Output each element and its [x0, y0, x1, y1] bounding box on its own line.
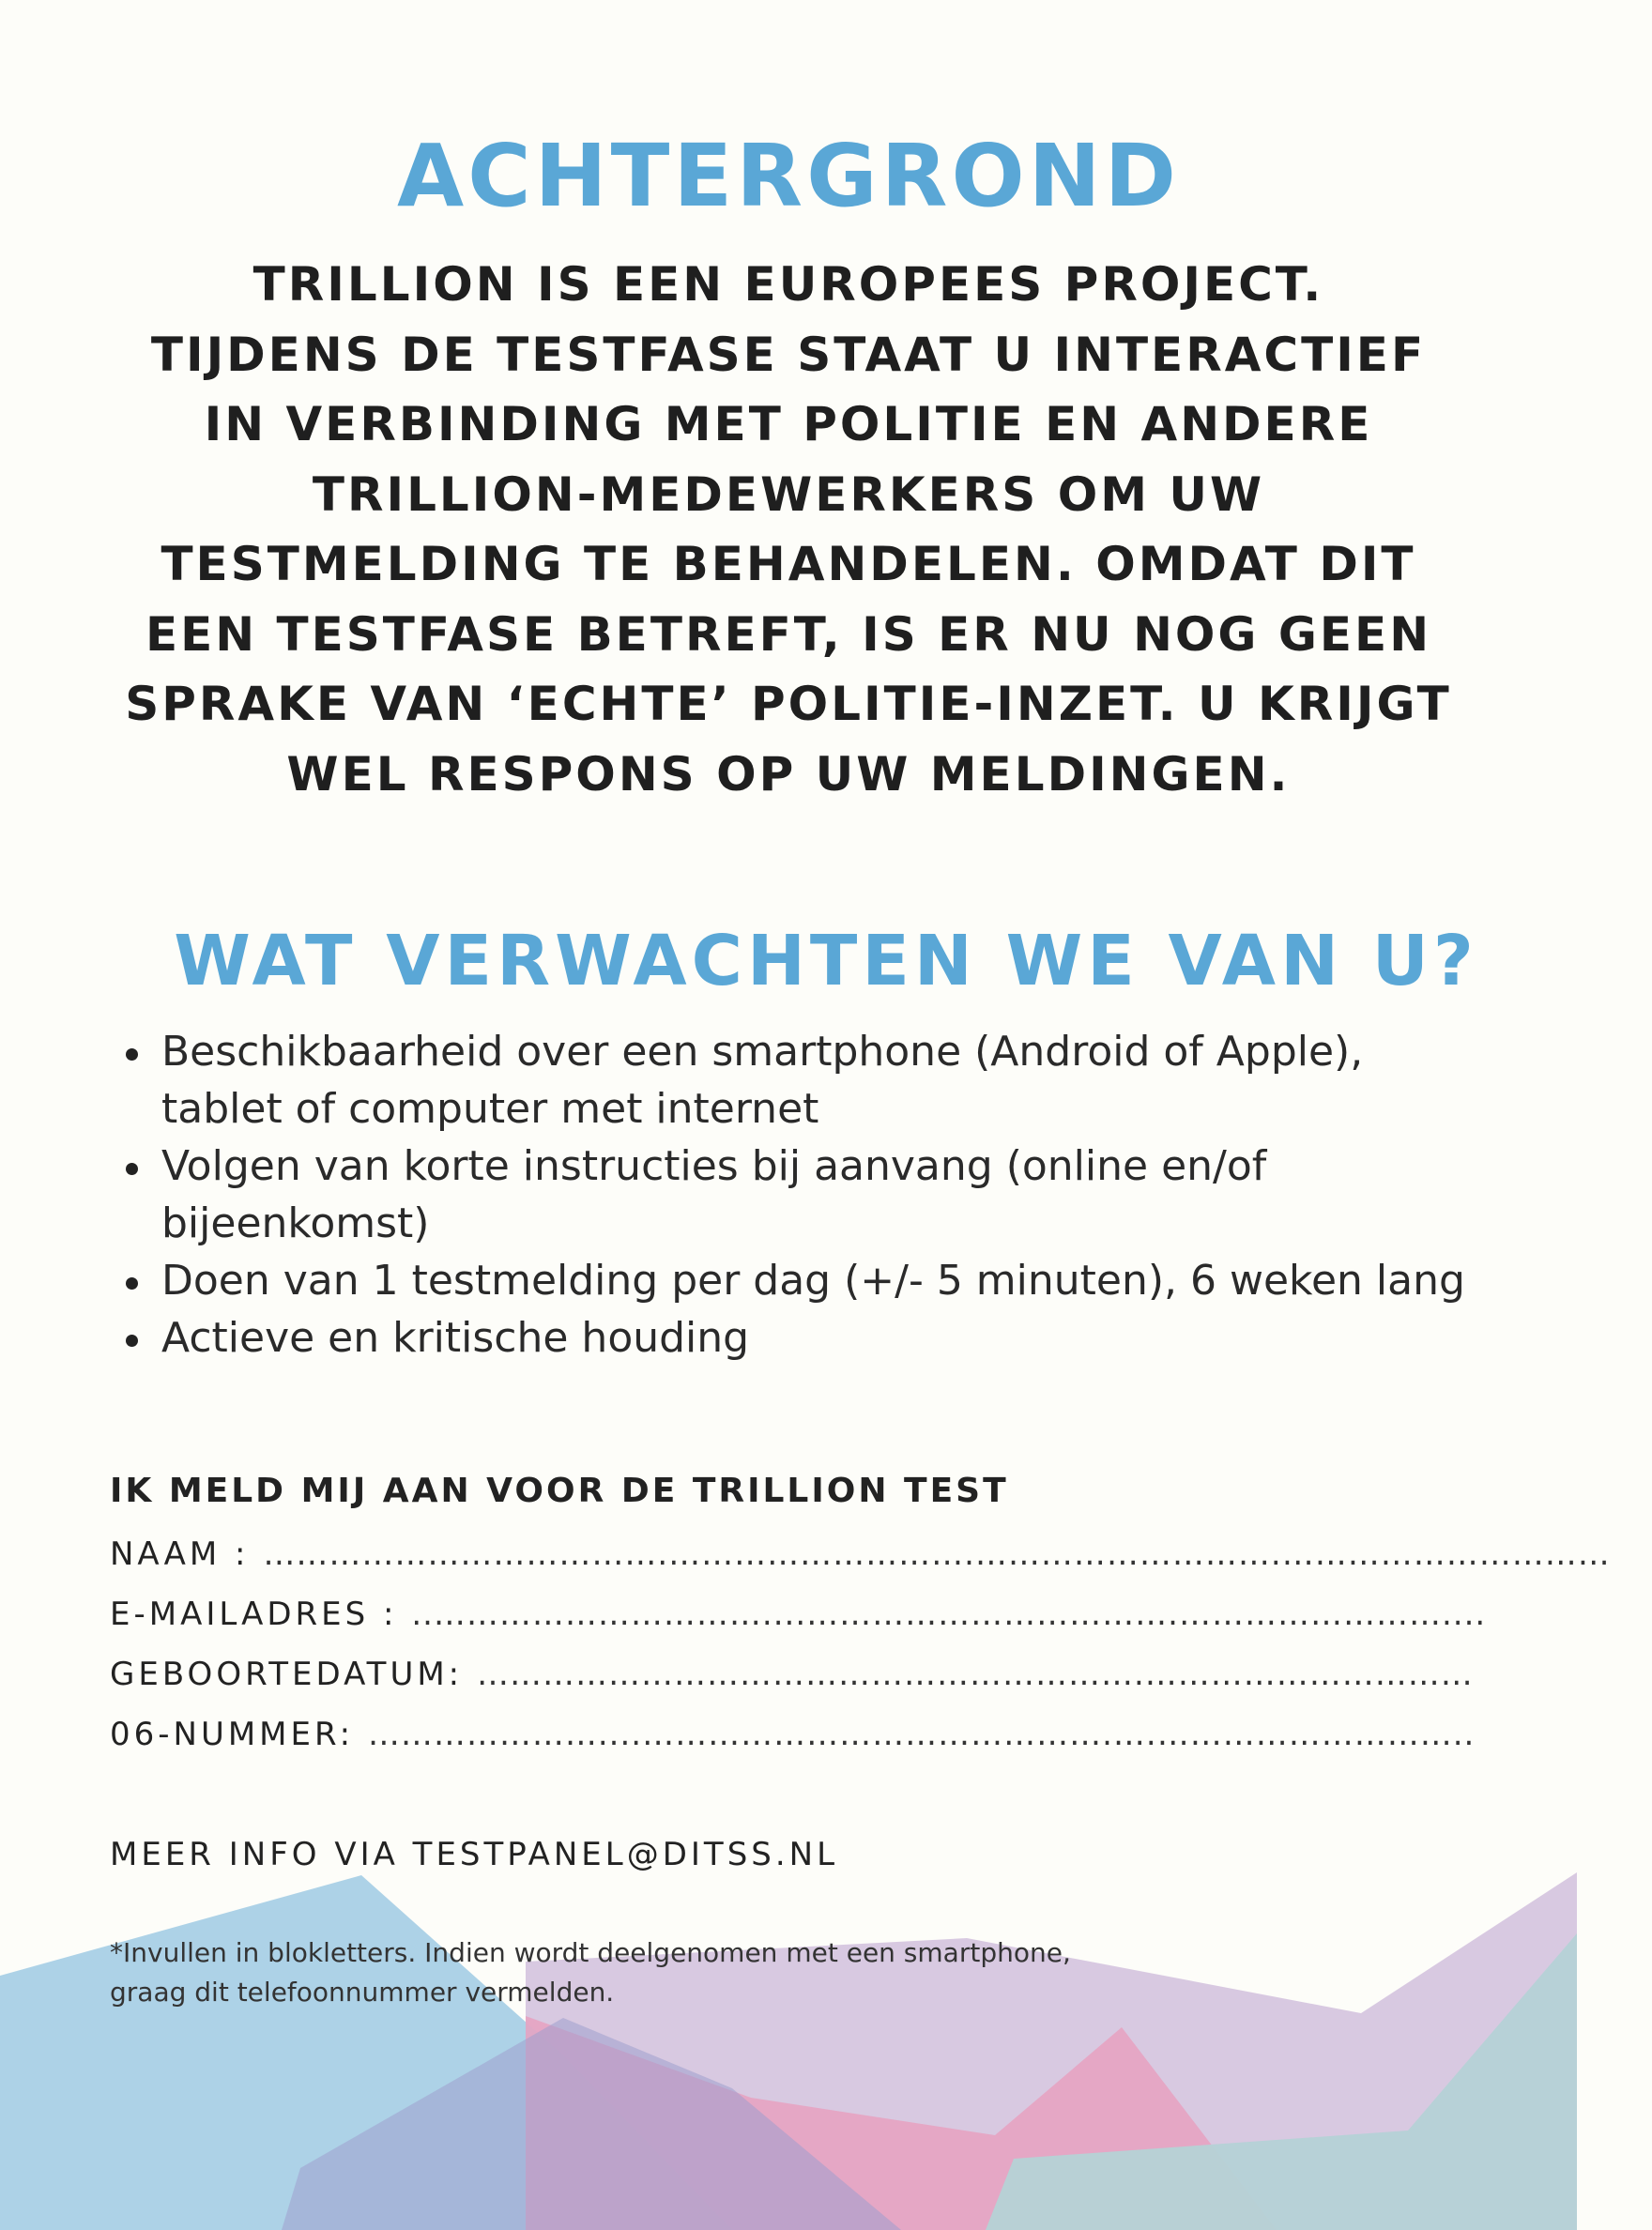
intro-line: IN VERBINDING MET POLITIE EN ANDERE [204, 397, 1373, 451]
intro-line: WEL RESPONS OP UW MELDINGEN. [286, 746, 1291, 802]
fill-in-dots[interactable]: ……………………………….……………………….……………………….………………………… [263, 1535, 1611, 1573]
fill-in-dots[interactable]: …………………………………………………….………………………… [476, 1656, 1474, 1693]
birthdate-field[interactable] [110, 1656, 1474, 1693]
field-label: E-MAILADRES : [110, 1596, 398, 1633]
list-item-text: Volgen van korte instructies bij aanvang (online en/of [161, 1142, 1267, 1190]
intro-line: SPRAKE VAN ‘ECHTE’ POLITIE-INZET. U KRIJGT [125, 677, 1452, 731]
list-item [161, 1309, 1476, 1367]
email-field[interactable] [110, 1596, 1487, 1633]
list-item-text: Doen van 1 testmelding per dag (+/- 5 minuten), 6 weken lang [161, 1257, 1465, 1305]
intro-paragraph [94, 250, 1483, 809]
list-item [161, 1023, 1476, 1138]
list-item [161, 1138, 1476, 1252]
list-item [161, 1252, 1476, 1309]
phone-number-field[interactable] [110, 1716, 1476, 1753]
fill-in-dots[interactable]: …………………....…………………………………….….……………………….. [367, 1716, 1476, 1753]
intro-line: TIJDENS DE TESTFASE STAAT U INTERACTIEF [150, 327, 1427, 382]
more-info-contact: MEER INFO VIA TESTPANEL@DITSS.NL [110, 1836, 839, 1873]
field-label: 06-NUMMER: [110, 1716, 355, 1753]
page-title: ACHTERGROND [396, 126, 1181, 226]
list-item-text: Beschikbaarheid over een smartphone (Android of Apple), [161, 1028, 1364, 1076]
intro-line: TESTMELDING TE BEHANDELEN. OMDAT DIT [161, 537, 1416, 591]
field-label: GEBOORTEDATUM: [110, 1656, 464, 1693]
expectations-list [161, 1023, 1476, 1367]
intro-line: EEN TESTFASE BETREFT, IS ER NU NOG GEEN [145, 606, 1432, 662]
intro-line: TRILLION-MEDEWERKERS OM UW [312, 466, 1265, 522]
name-field[interactable] [110, 1535, 1611, 1573]
form-title: IK MELD MIJ AAN VOOR DE TRILLION TEST [110, 1472, 1009, 1510]
list-item-text: Actieve en kritische houding [161, 1314, 750, 1362]
footnote-line: *Invullen in blokletters. Indien wordt deelgenomen met een smartphone, [110, 1937, 1071, 1968]
list-item-text: bijeenkomst) [161, 1199, 430, 1247]
expectations-heading: WAT VERWACHTEN WE VAN U? [174, 921, 1478, 1001]
footnote [110, 1933, 1236, 2012]
list-item-text: tablet of computer met internet [161, 1085, 819, 1133]
intro-line: TRILLION IS EEN EUROPEES PROJECT. [252, 257, 1324, 312]
field-label: NAAM : [110, 1535, 250, 1573]
fill-in-dots[interactable]: ..…………………………....…………………………….…………………….... [411, 1596, 1487, 1633]
footnote-line: graag dit telefoonnummer vermelden. [110, 1977, 615, 2008]
